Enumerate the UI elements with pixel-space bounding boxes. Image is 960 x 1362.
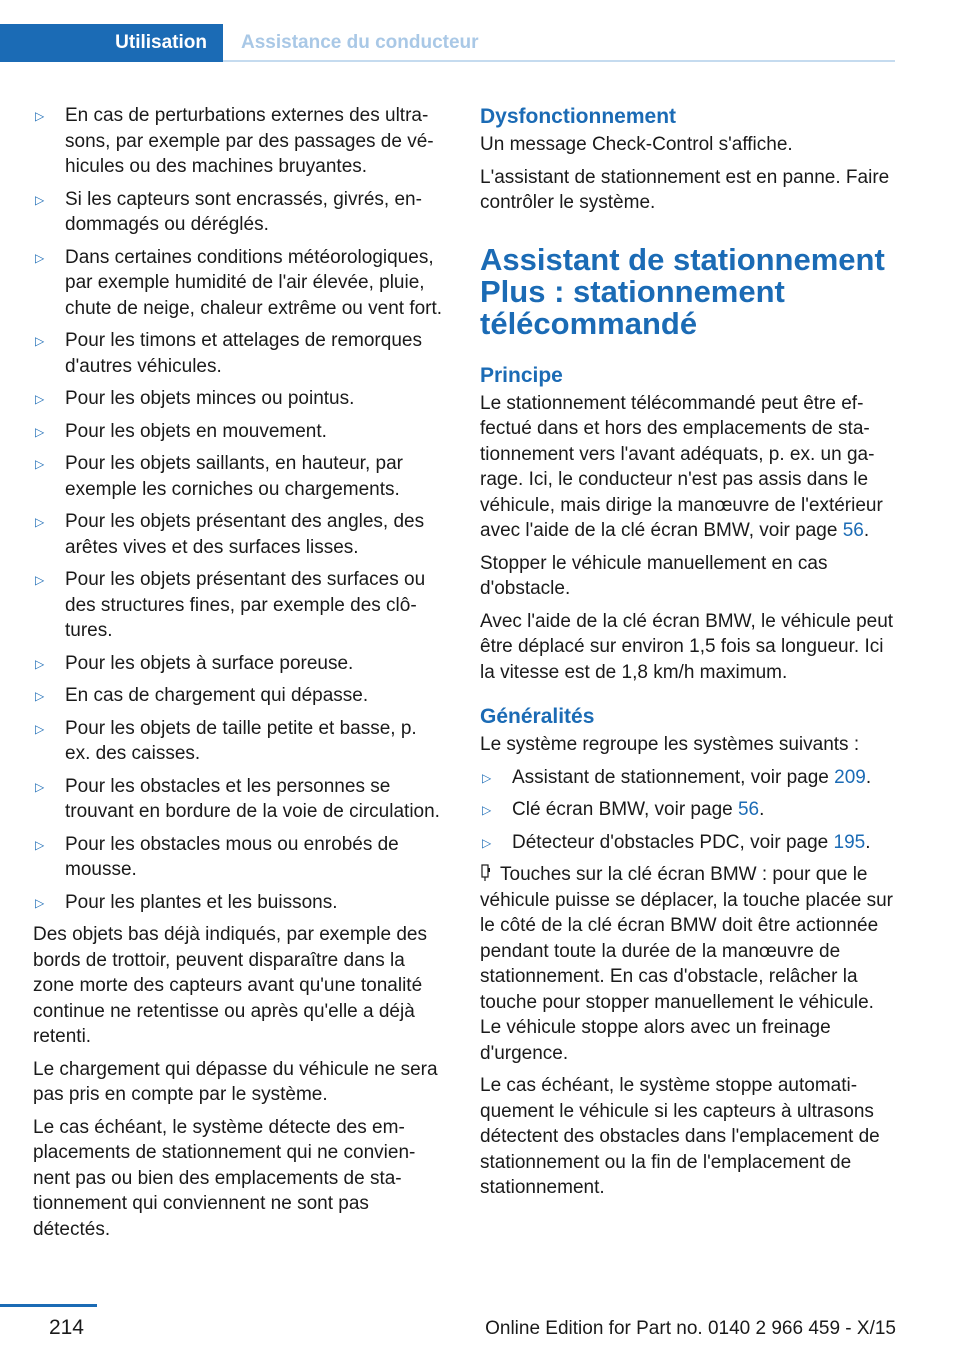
triangle-bullet-icon: ▷ [35,457,45,471]
page-link[interactable]: 56 [737,799,760,820]
heading-generalites: Généralités [480,705,595,728]
list-item: ▷ Clé écran BMW, voir page 56. [482,799,765,820]
paragraph: Le cas échéant, le système détecte des emplacements de stationnement qui ne conviennent pas ou bien des emplacements de stationnement qui conviennent ne sont pas détectés. [33,1116,416,1240]
list-item: ▷ Pour les plantes et les buissons. [35,891,338,913]
triangle-bullet-icon: ▷ [35,721,45,736]
triangle-bullet-icon: ▷ [35,689,45,703]
list-item: ▷ Pour les objets minces ou pointus. [35,388,355,409]
triangle-bullet-icon: ▷ [482,803,492,817]
page-link[interactable]: 56 [842,520,864,541]
paragraph: Un message Check-Control s'affiche. [480,134,793,155]
list-item: ▷ Pour les objets en mouvement. [35,420,327,442]
triangle-bullet-icon: ▷ [35,656,45,671]
triangle-bullet-icon: ▷ [35,250,45,265]
page-number-rule [0,1304,97,1307]
limitations-list [33,103,445,915]
list-item: ▷ En cas de perturbations externes des ultrasons, par exemple par des passages de véhicules ou des machines bruyantes. [35,105,434,177]
list-item: ▷ Pour les objets saillants, en hauteur, par exemple les corniches ou chargements. [35,453,403,500]
heading-principe: Principe [480,363,563,387]
page-link[interactable]: 195 [833,831,866,853]
header-tabs [0,24,895,62]
list-item: ▷ Si les capteurs sont encrassés, givrés, endommagés ou déréglés. [35,188,422,235]
key-button-icon [480,864,492,882]
list-item: ▷ Pour les objets à surface poreuse. [35,652,354,674]
paragraph: Le chargement qui dépasse du véhicule ne sera pas pris en compte par le système. [33,1058,438,1105]
tab-assistance-du-conducteur[interactable]: Assistance du conducteur [241,32,479,53]
right-column [480,103,895,1208]
triangle-bullet-icon: ▷ [35,895,45,910]
tab-utilisation[interactable]: Utilisation [0,24,223,62]
section-title: Assistant de stationnement Plus : stationnement télécommandé [480,241,885,341]
list-item: ▷ Détecteur d'obstacles PDC, voir page 195. [482,831,871,853]
list-item: ▷ Pour les obstacles et les personnes se trouvant en bordure de la voie de circulation. [35,775,440,822]
list-item: ▷ Pour les obstacles mous ou enrobés de mousse. [35,833,399,880]
list-item: ▷ Dans certaines conditions météorologiques, par exemple humidité de l'air élevée, pluie, chute de neige, chaleur extrême ou vent fort. [35,246,443,319]
paragraph: Le stationnement télécommandé peut être effectué dans et hors des emplacements de stationnement vers l'avant adéquats, p. ex. un garage. Ici, le conducteur n'est pas assis dans le véhicule, mais dirige la manœuvre de l'extérieur avec l'aide de la clé écran BMW, voir page 56. [480,392,883,541]
paragraph: Le système regroupe les systèmes suivants : [480,734,860,755]
triangle-bullet-icon: ▷ [35,515,45,529]
paragraph: Le cas échéant, le système stoppe automatiquement le véhicule si les capteurs à ultrasons détectent des obstacles dans l'emplacement de stationnement ou la fin de l'emplacement de stationnement. [480,1075,880,1198]
systems-list [480,765,895,856]
paragraph: Stopper le véhicule manuellement en cas d'obstacle. [480,552,828,599]
paragraph: Touches sur la clé écran BMW : pour que le véhicule puisse se déplacer, la touche placée sur le côté de la clé écran BMW doit être actionnée pendant toute la durée de la manœuvre de stationnement. En cas d'obstacle, relâcher la touche pour stopper manuellement le véhicule. Le véhicule stoppe alors avec un freinage d'urgence. [480,864,893,1064]
triangle-bullet-icon: ▷ [482,835,492,850]
triangle-bullet-icon: ▷ [35,837,45,852]
triangle-bullet-icon: ▷ [35,334,45,348]
triangle-bullet-icon: ▷ [35,192,45,207]
triangle-bullet-icon: ▷ [35,109,45,123]
triangle-bullet-icon: ▷ [35,392,45,406]
list-item: ▷ Pour les objets présentant des surfaces ou des structures fines, par exemple des clôtures. [35,569,426,641]
page-number: 214 [48,1316,84,1339]
triangle-bullet-icon: ▷ [35,779,45,794]
left-column [33,103,445,1249]
page-link[interactable]: 209 [834,766,866,788]
tab-underline [223,60,895,62]
list-item: ▷ Pour les objets présentant des angles, des arêtes vives et des surfaces lisses. [35,511,425,558]
paragraph: Des objets bas déjà indiqués, par exemple des bords de trottoir, peuvent disparaître dans la zone morte des capteurs avant qu'une tonalité continue ne retentisse ou après qu'elle a déjà retenti. [33,924,427,1047]
heading-dysfonctionnement: Dysfonctionnement [480,105,677,128]
list-item: ▷ En cas de chargement qui dépasse. [35,685,369,706]
paragraph: L'assistant de stationnement est en panne. Faire contrôler le système. [480,166,890,213]
list-item: ▷ Assistant de stationnement, voir page 209. [482,766,872,788]
triangle-bullet-icon: ▷ [482,770,492,785]
paragraph: Avec l'aide de la clé écran BMW, le véhicule peut être déplacé sur environ 1,5 fois sa longueur. Ici la vitesse est de 1,8 km/h maximum. [480,610,894,683]
list-item: ▷ Pour les objets de taille petite et basse, p. ex. des caisses. [35,717,417,764]
edition-footer: Online Edition for Part no. 0140 2 966 459 - X/15 [485,1318,896,1339]
triangle-bullet-icon: ▷ [35,424,45,439]
list-item: ▷ Pour les timons et attelages de remorques d'autres véhicules. [35,330,422,377]
triangle-bullet-icon: ▷ [35,573,45,587]
